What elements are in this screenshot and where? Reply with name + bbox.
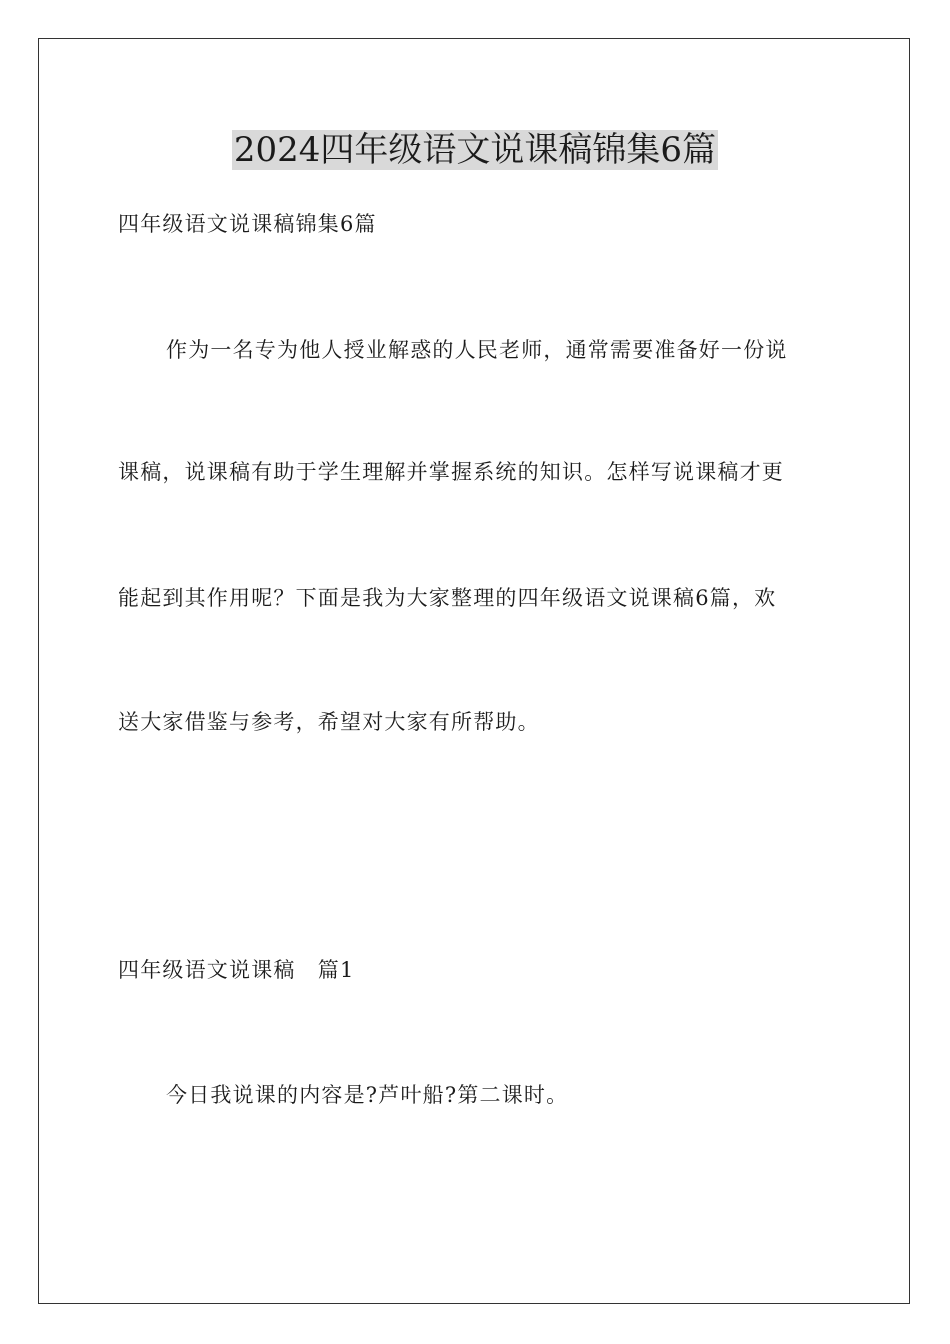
section-1-heading: 四年级语文说课稿 篇1 [118,958,355,982]
document-title-text: 2024四年级语文说课稿锦集6篇 [233,130,717,170]
intro-line-1: 作为一名专为他人授业解惑的人民老师，通常需要准备好一份说 [166,338,788,362]
intro-line-3: 能起到其作用呢？下面是我为大家整理的四年级语文说课稿6篇，欢 [118,586,777,610]
intro-line-2: 课稿，说课稿有助于学生理解并掌握系统的知识。怎样写说课稿才更 [118,460,784,484]
intro-line-4: 送大家借鉴与参考，希望对大家有所帮助。 [118,710,540,734]
document-subtitle: 四年级语文说课稿锦集6篇 [118,212,377,236]
document-title [0,128,950,172]
section-1-line-1: 今日我说课的内容是?芦叶船?第二课时。 [166,1083,569,1107]
